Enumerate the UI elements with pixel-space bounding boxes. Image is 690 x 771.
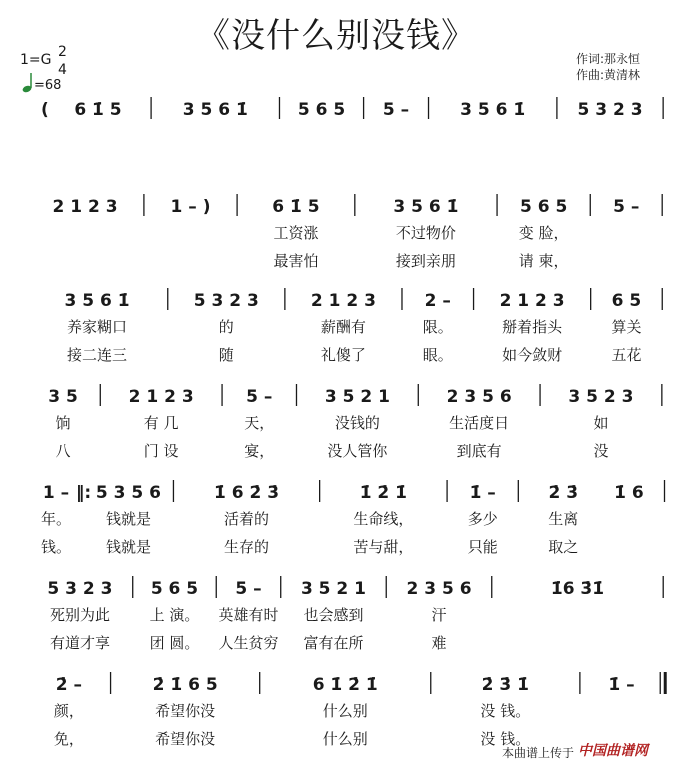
lyric-2: 富有在所 (303, 634, 364, 652)
lyric-2: 难 (431, 634, 447, 652)
lyric-1: 变 脸， (518, 224, 569, 242)
lyric-2: 到底有 (456, 442, 502, 460)
lyric-1: 多少 (467, 510, 498, 528)
lyricist-credit: 作词:那永恒 (576, 52, 641, 66)
lyric-1: 的 (218, 318, 234, 336)
note-group: 5 3 2 3 (47, 579, 113, 599)
lyric-1: 没 钱。 (480, 702, 531, 720)
note-group: 2 1 2 3 (310, 291, 376, 311)
time-signature-bottom: 4 (58, 62, 67, 78)
note-group: 3 5 6 1̇ (182, 100, 248, 120)
lyric-1: 工资涨 (273, 224, 319, 242)
lyric-1: 天， (244, 414, 275, 432)
note-group: 6 1̇ 2̇ 1̇ (312, 675, 378, 695)
lyric-1: 死别为此 (49, 606, 110, 624)
note-group: 5 3 5 6 (95, 483, 162, 503)
note-group: 2 1 2 3 (52, 197, 118, 217)
lyric-2: 眼。 (422, 346, 453, 364)
note-group: 1̇ 6 2̇ 3̇ (214, 483, 280, 503)
note-group: 1̇ – (608, 675, 635, 695)
note-group: 6 1̇ 5 (272, 197, 320, 217)
composer-credit: 作曲:黄清林 (576, 68, 641, 82)
lyric-2: 没人管你 (327, 442, 388, 460)
note-group: 5 6 5 (150, 579, 199, 599)
lyric-1: 算关 (611, 318, 642, 336)
lyric-1: 生命线， (353, 510, 414, 528)
lyric-2: 免， (53, 730, 84, 748)
lyric-2: 没 (593, 442, 609, 460)
lyric-1: 饷 (55, 414, 71, 432)
lyric-1: 掰着指头 (502, 318, 563, 336)
lyric-1: 颜， (53, 702, 84, 720)
lyric-2: 如今敛财 (502, 346, 563, 364)
note-group: 2 1 2 3 (499, 291, 565, 311)
note-group: 1̇ 6 (614, 483, 644, 503)
note-group: 2 3 5 6 (446, 387, 512, 407)
lyric-1: 薪酬有 (320, 318, 366, 336)
note-group: 3 5 6 1̇ (393, 197, 459, 217)
lyric-1: 没钱的 (334, 414, 380, 432)
lyric-2: 八 (55, 442, 71, 460)
note-group: 5 3 2 3 (193, 291, 259, 311)
lyric-2: 宴， (244, 442, 275, 460)
note-group: 2 3 5 6 (406, 579, 472, 599)
lyric-2: 没 钱。 (480, 730, 531, 748)
note-group: 3 5 2 1 (300, 579, 367, 599)
lyric-1: 钱就是 (105, 510, 151, 528)
lyric-2: 苦与甜， (353, 538, 414, 556)
lyric-2: 只能 (467, 538, 498, 556)
lyric-1: 限。 (422, 318, 453, 336)
lyric-2: 钱就是 (105, 538, 151, 556)
note-group: 5 – (613, 197, 640, 217)
repeat-sign: ‖: (75, 483, 92, 503)
note-group: 1 – ) (170, 197, 211, 217)
song-title: 《没什么别没钱》 (196, 16, 476, 56)
lyric-2: 接到亲朋 (395, 252, 456, 270)
lyric-2: 人生贫穷 (218, 634, 279, 652)
lyric-1: 年。 (40, 510, 71, 528)
note-group: 5 6 5 (519, 197, 568, 217)
lyric-1: 汗 (431, 606, 447, 624)
lyric-2: 随 (218, 346, 234, 364)
note-group: 3 5 2 3 (568, 387, 634, 407)
site-logo: 中国曲谱网 (578, 743, 648, 759)
note-group: 5 – (235, 579, 262, 599)
lyric-2: 钱。 (40, 538, 71, 556)
lyric-2: 请 柬， (518, 252, 569, 270)
lyric-2: 什么别 (322, 730, 368, 748)
tempo-marking: =68 (34, 78, 62, 93)
note-group: 2̇ 3̇ (548, 483, 579, 503)
lyric-2: 取之 (548, 538, 579, 556)
lyric-2: 五花 (611, 346, 642, 364)
lyric-2: 礼傻了 (320, 346, 366, 364)
note-group: 6 5 (611, 291, 642, 311)
note-group: 2̇ 3̇ 1̇ (481, 675, 529, 695)
lyric-2: 最害怕 (273, 252, 319, 270)
note-group: 3 5 2 1 (324, 387, 390, 407)
lyric-2: 有道才享 (49, 634, 110, 652)
time-signature-top: 2 (58, 44, 67, 60)
lyric-1: 什么别 (322, 702, 368, 720)
lyric-1: 生活度日 (449, 414, 510, 432)
lyric-1: 有 几 (143, 414, 179, 432)
key-signature: 1=G (20, 52, 52, 68)
note-group: 1̇ 2̇ 1̇ (359, 483, 408, 503)
note-group: 3 5 (48, 387, 78, 407)
note-group: 1̇ – (469, 483, 496, 503)
lyric-2: 生存的 (224, 538, 270, 556)
note-group: 2 1 2 3 (128, 387, 194, 407)
note-group: 6 1̇ 5 (74, 100, 122, 120)
lyric-2: 希望你没 (155, 730, 216, 748)
note-group: 1 – (42, 483, 70, 503)
note-group: 3 5 6 1̇ (460, 100, 526, 120)
lyric-1: 如 (593, 414, 609, 432)
lyric-2: 门 设 (143, 442, 179, 460)
note-group: 2 – (424, 291, 451, 311)
note-group: 5 3 2 3 (577, 100, 643, 120)
note-group: 2̇ 1̇ 6 5 (152, 675, 218, 695)
note-group: 5 – (382, 100, 410, 120)
lyric-2: 接二连三 (66, 346, 128, 364)
upload-note: 本曲谱上传于 (502, 746, 575, 760)
lyric-2: 团 圆。 (149, 634, 200, 652)
lyric-1: 养家糊口 (66, 318, 128, 336)
note-group: 5 – (246, 387, 273, 407)
note-group: 3 5 6 1̇ (64, 291, 130, 311)
note-group: 1̇6 3̇1̇ (550, 579, 605, 599)
lyric-1: 英雄有时 (218, 606, 279, 624)
note-group: 5 6 5 (297, 100, 346, 120)
lyric-1: 也会感到 (303, 606, 364, 624)
lyric-1: 活着的 (224, 510, 270, 528)
lyric-1: 希望你没 (155, 702, 216, 720)
note-group: ( (40, 100, 49, 120)
note-group: 2̇ – (55, 675, 83, 695)
lyric-1: 不过物价 (395, 224, 456, 242)
lyric-1: 上 演。 (149, 606, 200, 624)
lyric-1: 生离 (548, 510, 579, 528)
